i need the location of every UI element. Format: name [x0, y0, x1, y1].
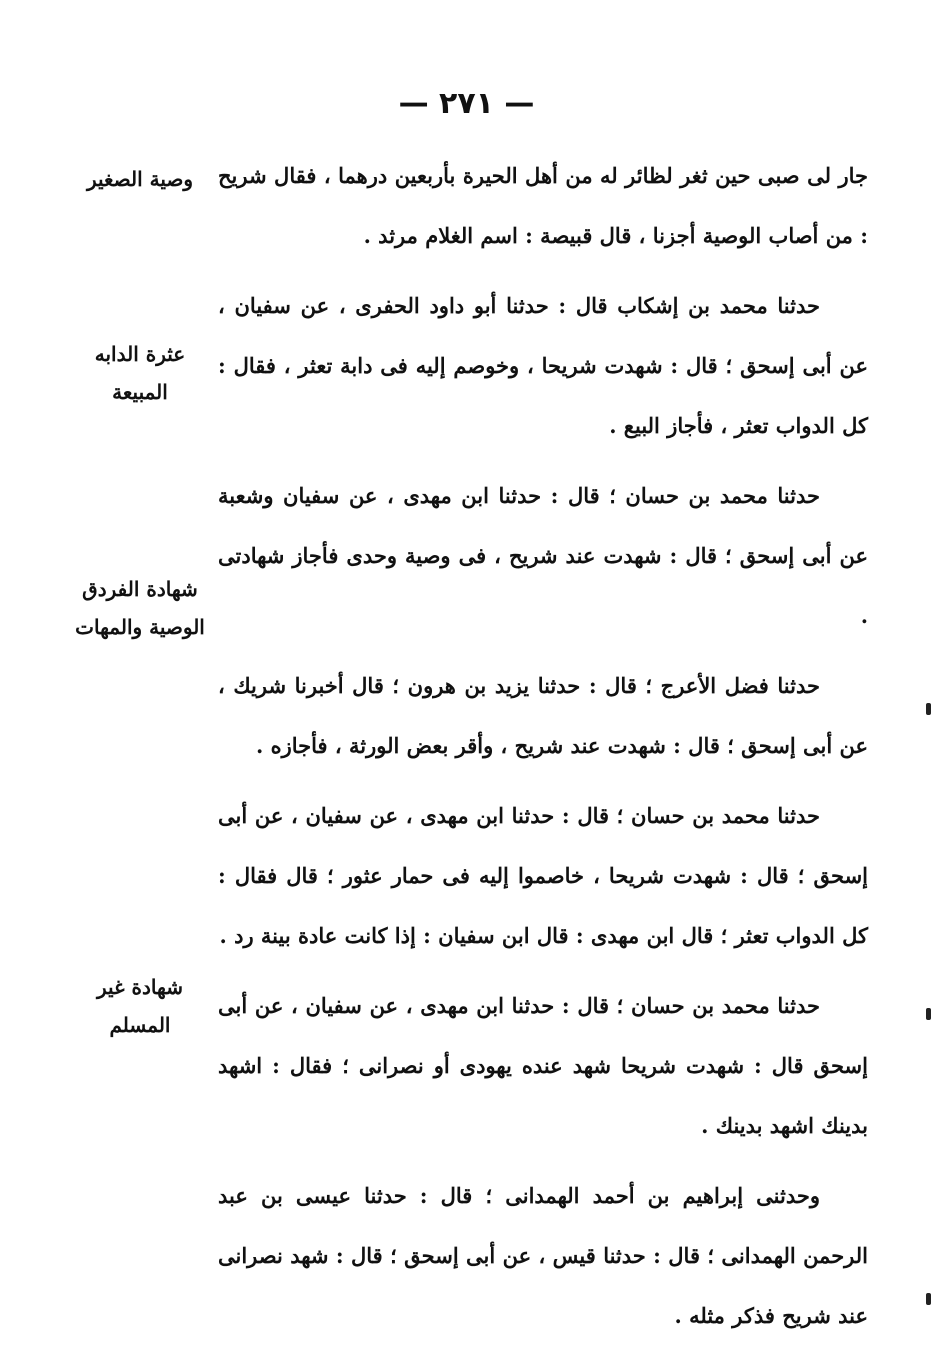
page-number: — ٢٧١ — — [398, 86, 535, 121]
paragraph-2: حدثنا محمد بن إشكاب قال : حدثنا أبو داود الحفرى ، عن سفيان ، عن أبى إسحق ؛ قال : شهدت شريحا ، وخوصم إليه فى دابة تعثر ، فقال : كل الدواب تعثر ، فأجاز البيع . — [218, 293, 868, 438]
paragraph-1: جار لى صبى حين ثغر لظائر له من أهل الحيرة بأربعين درهما ، فقال شريح : من أصاب الوصية أجزنا ، قال قبيصة : اسم الغلام مرثد . — [218, 163, 868, 248]
side-note-atharat-al-dabba: عثرة الدابه المبيعة — [94, 342, 186, 404]
side-note-shahadat-al-farazdaq: شهادة الفردق الوصية والمهات — [75, 577, 205, 639]
side-note-shahadat-ghayr-al-muslim: شهادة غير المسلم — [97, 975, 183, 1037]
paragraph-4: حدثنا فضل الأعرج ؛ قال : حدثنا يزيد بن هرون ؛ قال أخبرنا شريك ، عن أبى إسحق ؛ قال : شهدت عند شريح ، وأقر بعض الورثة ، فأجازه . — [218, 673, 868, 758]
paragraph-3: حدثنا محمد بن حسان ؛ قال : حدثنا ابن مهدى ، عن سفيان وشعبة عن أبى إسحق ؛ قال : شهدت عند شريح ، فى وصية وحدى فأجاز شهادتى . — [218, 483, 868, 628]
paragraph-7: وحدثنى إبراهيم بن أحمد الهمدانى ؛ قال : حدثنا عيسى بن عبد الرحمن الهمدانى ؛ قال : حدثنا قيس ، عن أبى إسحق ؛ قال : شهد نصرانى عند شريح فذكر مثله . — [218, 1183, 868, 1328]
main-text — [218, 146, 868, 1356]
scan-edge-mark — [926, 1008, 931, 1020]
scan-edge-mark — [926, 703, 931, 715]
paragraph-6: حدثنا محمد بن حسان ؛ قال : حدثنا ابن مهدى ، عن سفيان ، عن أبى إسحق قال : شهدت شريحا شهد عنده يهودى أو نصرانى ؛ فقال : اشهد بدينك اشهد بدينك . — [218, 993, 868, 1138]
side-note-wasiyyat-al-saghir: وصية الصغير — [86, 167, 194, 191]
paragraph-5: حدثنا محمد بن حسان ؛ قال : حدثنا ابن مهدى ، عن سفيان ، عن أبى إسحق ؛ قال : شهدت شريحا ، خاصموا إليه فى حمار عثور ؛ قال فقال : كل الدواب تعثر ؛ قال ابن مهدى : قال ابن سفيان : إذا كانت عادة بينة رد . — [218, 803, 868, 948]
scan-edge-mark — [926, 1293, 931, 1305]
